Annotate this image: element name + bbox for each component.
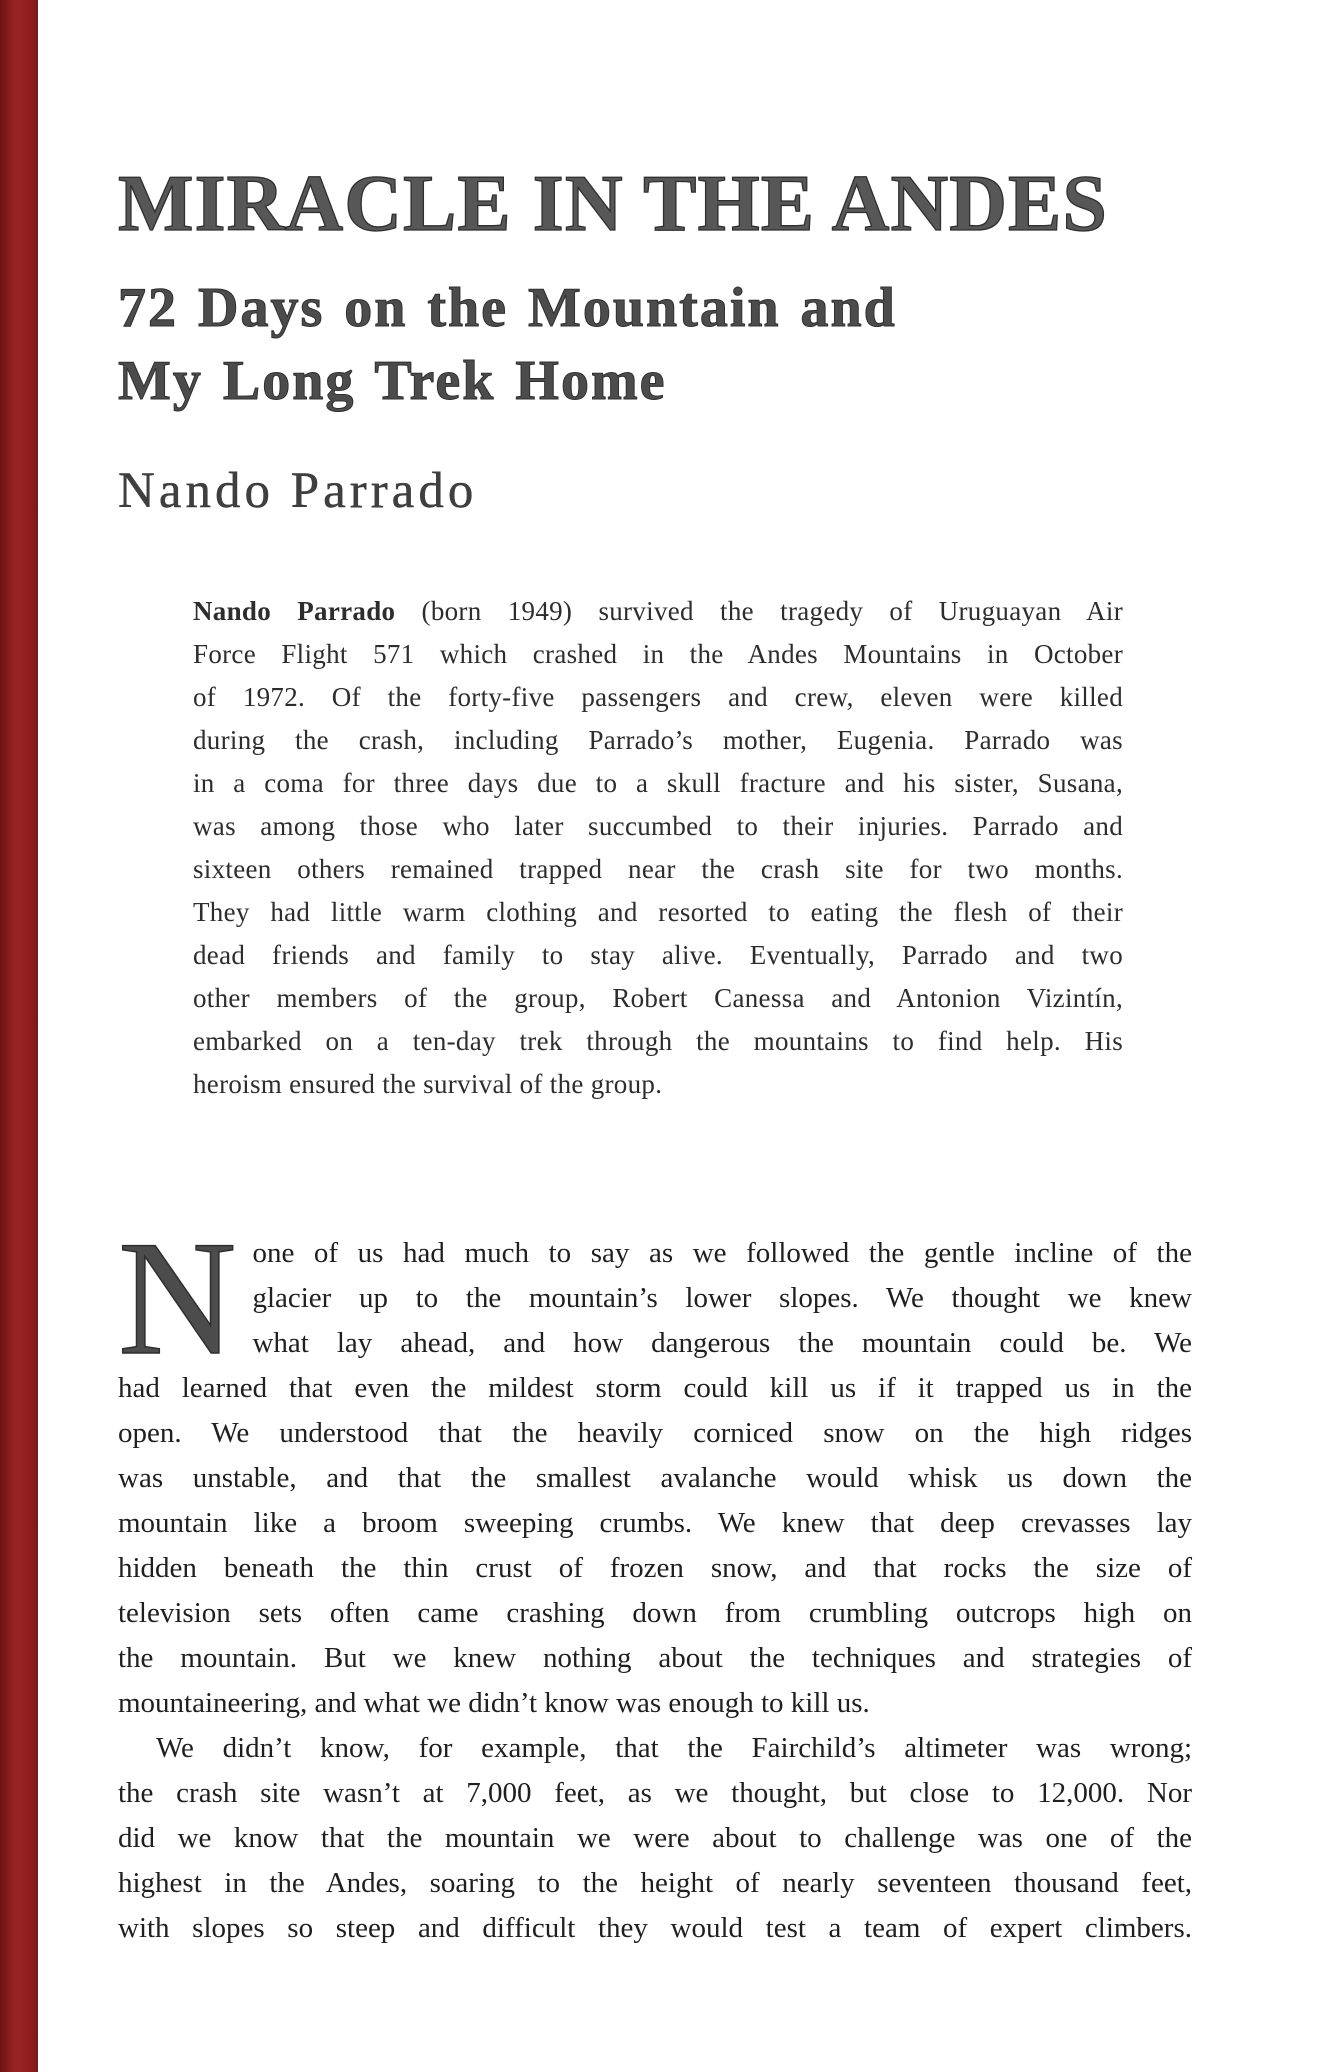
- bio-line: dead friends and family to stay alive. Eventually, Parrado and two: [193, 940, 1123, 970]
- body-line: with slopes so steep and difficult they would test a team of expert climbers.: [118, 1912, 1192, 1944]
- book-subtitle-line-2: My Long Trek Home: [118, 350, 667, 412]
- body-line: did we know that the mountain we were about to challenge was one of the: [118, 1822, 1192, 1854]
- body-line: the crash site wasn’t at 7,000 feet, as we thought, but close to 12,000. Nor: [118, 1777, 1192, 1809]
- bio-line: was among those who later succumbed to their injuries. Parrado and: [193, 811, 1123, 841]
- bio-line: sixteen others remained trapped near the crash site for two months.: [193, 854, 1123, 884]
- body-line: what lay ahead, and how dangerous the mountain could be. We: [252, 1327, 1192, 1359]
- bio-line: Force Flight 571 which crashed in the Andes Mountains in October: [193, 639, 1123, 669]
- bio-line: during the crash, including Parrado’s mother, Eugenia. Parrado was: [193, 725, 1123, 755]
- book-subtitle-line-1: 72 Days on the Mountain and: [118, 277, 897, 339]
- book-title: MIRACLE IN THE ANDES: [118, 160, 1108, 248]
- body-line: one of us had much to say as we followed the gentle incline of the: [252, 1237, 1192, 1269]
- drop-cap: N: [118, 1208, 237, 1389]
- body-line: the mountain. But we knew nothing about the techniques and strategies of: [118, 1642, 1192, 1674]
- page-content: [118, 0, 1192, 2072]
- body-line: mountain like a broom sweeping crumbs. We knew that deep crevasses lay: [118, 1507, 1192, 1539]
- bio-line: other members of the group, Robert Canessa and Antonion Vizintín,: [193, 983, 1123, 1013]
- bio-line-text: (born 1949) survived the tragedy of Uruguayan Air: [395, 596, 1123, 626]
- body-line: hidden beneath the thin crust of frozen snow, and that rocks the size of: [118, 1552, 1192, 1584]
- author-bio: [193, 590, 1123, 1106]
- bio-line: of 1972. Of the forty-five passengers and crew, eleven were killed: [193, 682, 1123, 712]
- bio-line: [193, 590, 1123, 633]
- body-line: glacier up to the mountain’s lower slopes. We thought we knew: [252, 1282, 1192, 1314]
- page-edge-red-bar: [0, 0, 38, 2072]
- bio-line: They had little warm clothing and resorted to eating the flesh of their: [193, 897, 1123, 927]
- author-name: Nando Parrado: [118, 463, 478, 519]
- body-line: was unstable, and that the smallest avalanche would whisk us down the: [118, 1462, 1192, 1494]
- body-line-paragraph-start: We didn’t know, for example, that the Fairchild’s altimeter was wrong;: [156, 1732, 1192, 1764]
- body-line: highest in the Andes, soaring to the height of nearly seventeen thousand feet,: [118, 1867, 1192, 1899]
- book-subtitle: [118, 272, 897, 418]
- body-line: television sets often came crashing down from crumbling outcrops high on: [118, 1597, 1192, 1629]
- bio-line: in a coma for three days due to a skull fracture and his sister, Susana,: [193, 768, 1123, 798]
- bio-author-bold: Nando Parrado: [193, 596, 396, 626]
- body-line: mountaineering, and what we didn’t know was enough to kill us.: [118, 1687, 870, 1719]
- bio-line: heroism ensured the survival of the group.: [193, 1069, 663, 1099]
- body-line: open. We understood that the heavily corniced snow on the high ridges: [118, 1417, 1192, 1449]
- body-line: had learned that even the mildest storm could kill us if it trapped us in the: [118, 1372, 1192, 1404]
- bio-line: embarked on a ten-day trek through the mountains to find help. His: [193, 1026, 1123, 1056]
- chapter-body: [118, 1208, 1192, 1951]
